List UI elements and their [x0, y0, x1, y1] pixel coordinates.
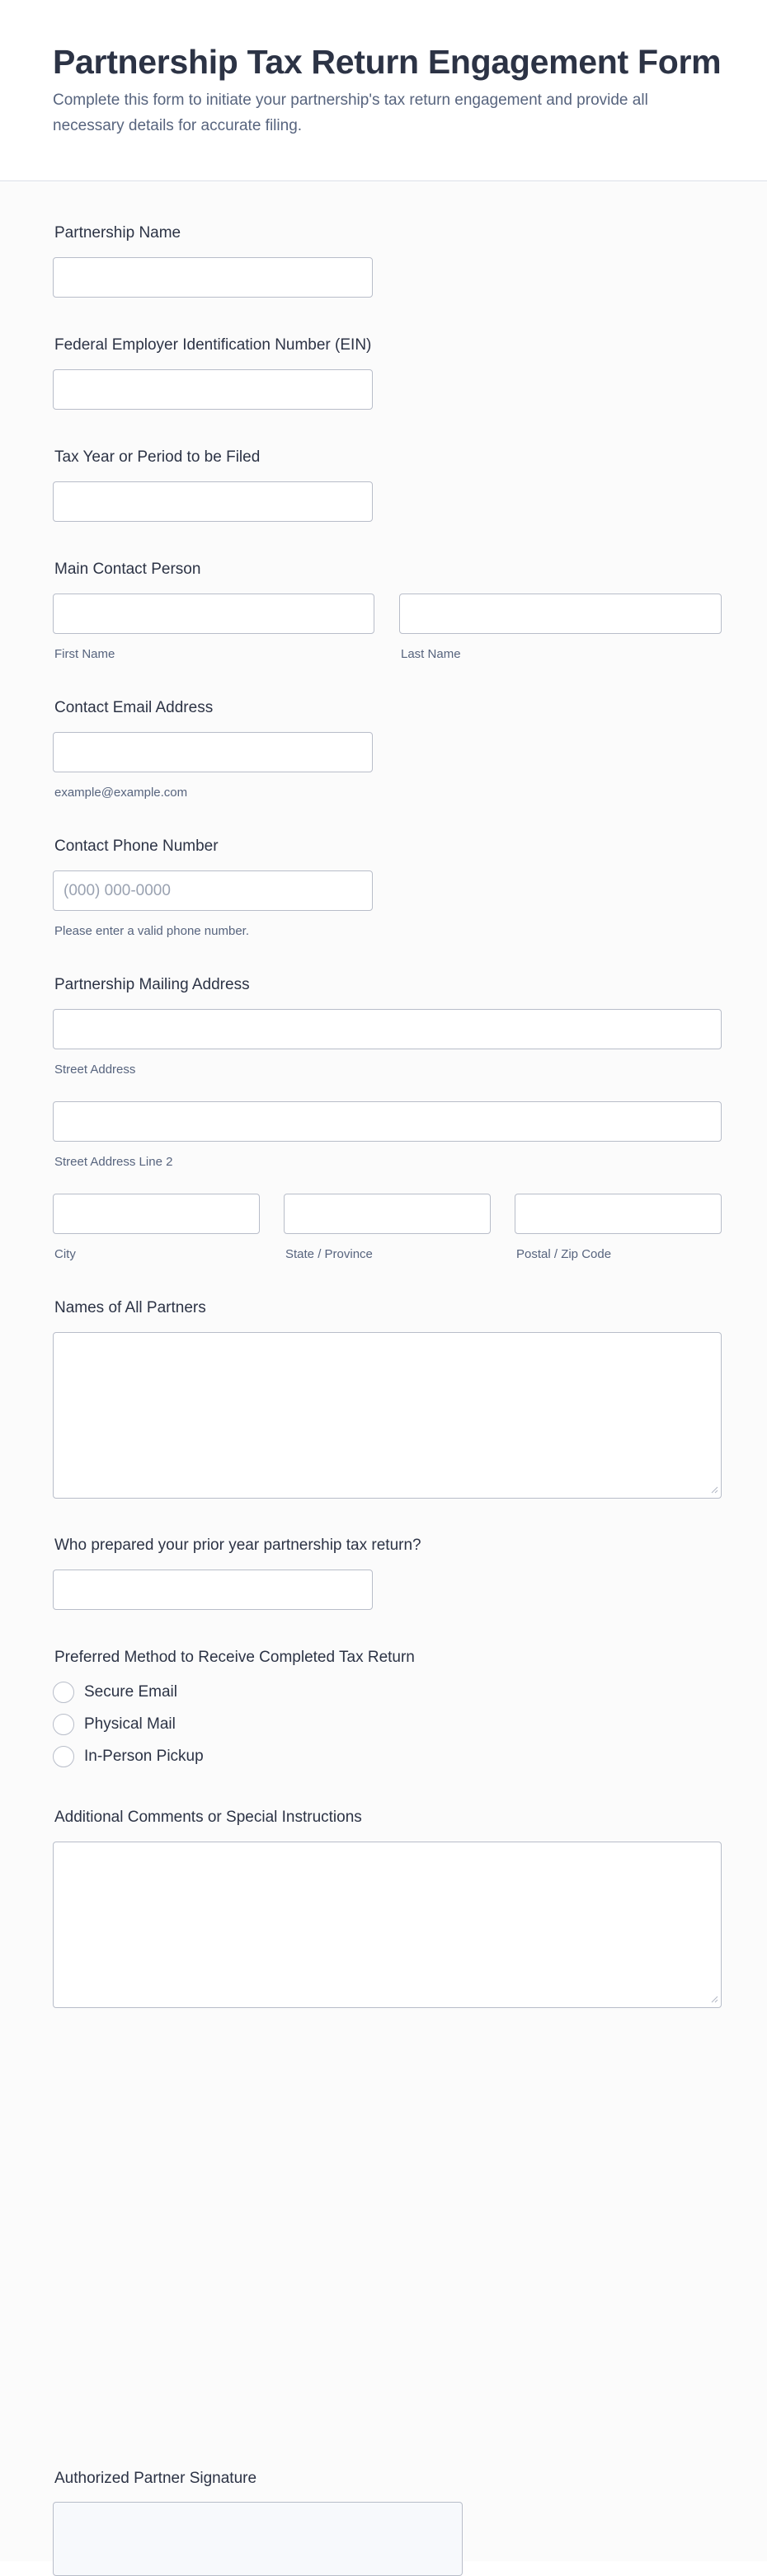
street-address-sublabel: Street Address: [54, 1063, 136, 1077]
radio-label: Secure Email: [84, 1683, 177, 1701]
street-address-line2-sublabel: Street Address Line 2: [54, 1155, 173, 1169]
zip-sublabel: Postal / Zip Code: [516, 1247, 612, 1261]
ein-input[interactable]: [53, 369, 373, 410]
radio-label: In-Person Pickup: [84, 1748, 204, 1765]
mailing-address-label: Partnership Mailing Address: [54, 976, 250, 993]
email-sublabel: example@example.com: [54, 786, 188, 800]
last-name-input[interactable]: [399, 594, 722, 634]
city-input[interactable]: [53, 1194, 260, 1234]
last-name-sublabel: Last Name: [401, 647, 461, 661]
street-address-line2-input[interactable]: [53, 1101, 722, 1142]
signature-pad[interactable]: [53, 2502, 463, 2576]
partnership-name-input[interactable]: [53, 257, 373, 298]
ein-label: Federal Employer Identification Number (EIN): [54, 336, 372, 354]
radio-circle-icon[interactable]: [53, 1714, 74, 1735]
zip-input[interactable]: [515, 1194, 722, 1234]
comments-textarea[interactable]: [53, 1842, 722, 2008]
radio-circle-icon[interactable]: [53, 1746, 74, 1767]
partners-textarea[interactable]: [53, 1332, 722, 1499]
delivery-option-secure-email[interactable]: [53, 1682, 177, 1703]
state-input[interactable]: [284, 1194, 491, 1234]
signature-label: Authorized Partner Signature: [54, 2470, 257, 2487]
radio-circle-icon[interactable]: [53, 1682, 74, 1703]
street-address-input[interactable]: [53, 1009, 722, 1049]
resize-grip-icon[interactable]: [710, 1485, 718, 1494]
city-sublabel: City: [54, 1247, 76, 1261]
first-name-input[interactable]: [53, 594, 374, 634]
form-subtitle: Complete this form to initiate your partnership's tax return engagement and provide all necessary details for accurate filing.: [53, 91, 648, 134]
tax-year-label: Tax Year or Period to be Filed: [54, 448, 261, 466]
comments-label: Additional Comments or Special Instructions: [54, 1809, 362, 1826]
state-sublabel: State / Province: [285, 1247, 373, 1261]
prior-preparer-input[interactable]: [53, 1570, 373, 1610]
delivery-option-physical-mail[interactable]: [53, 1714, 176, 1735]
delivery-method-label: Preferred Method to Receive Completed Tax Return: [54, 1649, 415, 1666]
first-name-sublabel: First Name: [54, 647, 115, 661]
partnership-name-label: Partnership Name: [54, 224, 181, 242]
email-label: Contact Email Address: [54, 699, 214, 716]
email-input[interactable]: [53, 732, 373, 772]
phone-input[interactable]: [53, 870, 373, 911]
prior-preparer-label: Who prepared your prior year partnership tax return?: [54, 1537, 421, 1554]
partners-label: Names of All Partners: [54, 1299, 206, 1316]
form-title: Partnership Tax Return Engagement Form: [53, 43, 722, 81]
phone-label: Contact Phone Number: [54, 838, 219, 855]
contact-person-label: Main Contact Person: [54, 561, 201, 578]
tax-year-input[interactable]: [53, 481, 373, 522]
form-header: [0, 0, 767, 181]
delivery-option-in-person-pickup[interactable]: [53, 1746, 204, 1767]
radio-label: Physical Mail: [84, 1715, 176, 1733]
phone-sublabel: Please enter a valid phone number.: [54, 924, 249, 938]
resize-grip-icon[interactable]: [710, 1995, 718, 2003]
